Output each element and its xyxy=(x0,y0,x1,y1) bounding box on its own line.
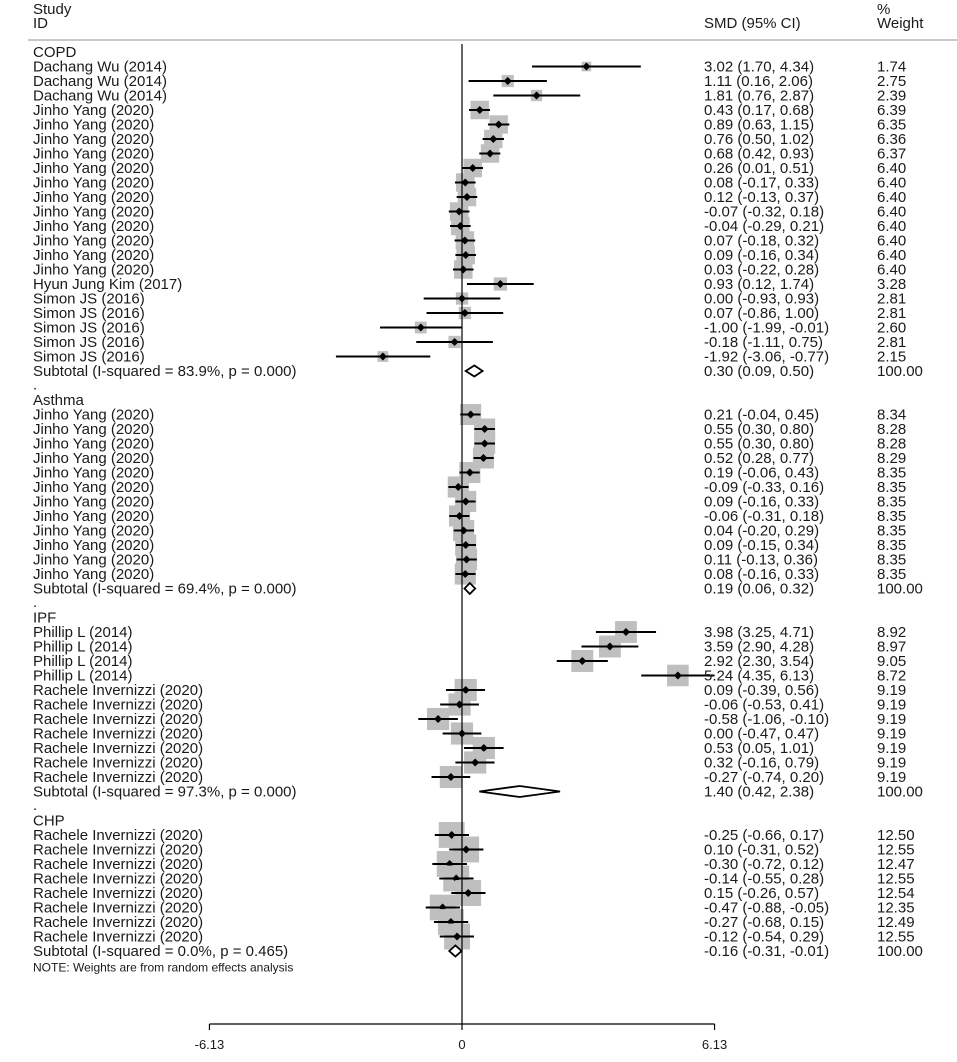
ci-text: 0.07 (-0.18, 0.32) xyxy=(704,232,820,250)
ci-text: 0.89 (0.63, 1.15) xyxy=(704,116,815,134)
weight-text: 8.35 xyxy=(877,479,907,496)
ci-text: 0.32 (-0.16, 0.79) xyxy=(704,754,820,772)
weight-text: 2.75 xyxy=(877,73,907,90)
ci-text: -0.18 (-1.11, 0.75) xyxy=(704,334,823,351)
subtotal-row xyxy=(33,363,923,380)
weight-text: 9.19 xyxy=(877,711,907,728)
weight-text: 6.40 xyxy=(877,218,907,235)
ci-text: -0.09 (-0.33, 0.16) xyxy=(704,479,825,496)
study-label: Rachele Invernizzi (2020) xyxy=(33,914,204,931)
weight-text: 2.81 xyxy=(877,290,907,308)
study-label: Dachang Wu (2014) xyxy=(33,58,167,76)
weight-text: 9.19 xyxy=(877,769,907,786)
weight-text: 8.28 xyxy=(877,421,907,438)
study-label: Jinho Yang (2020) xyxy=(33,435,155,453)
study-label: Jinho Yang (2020) xyxy=(33,261,155,279)
ci-text: 0.00 (-0.47, 0.47) xyxy=(704,725,820,743)
header-id: ID xyxy=(33,15,48,32)
ci-text: -0.47 (-0.88, -0.05) xyxy=(704,899,830,917)
study-label: Phillip L (2014) xyxy=(33,667,133,685)
study-label: Simon JS (2016) xyxy=(33,348,145,366)
group-label: COPD xyxy=(33,44,77,61)
weight-text: 12.35 xyxy=(877,899,915,917)
study-label: Jinho Yang (2020) xyxy=(33,203,155,221)
weight-text: 8.35 xyxy=(877,551,907,569)
header xyxy=(28,1,957,40)
subtotal-diamond xyxy=(466,366,483,377)
axis-tick-label: -6.13 xyxy=(194,1037,225,1052)
ci-text: 2.92 (2.30, 3.54) xyxy=(704,653,815,670)
ci-text: -0.12 (-0.54, 0.29) xyxy=(704,928,825,946)
note: NOTE: Weights are from random effects analysis xyxy=(33,960,294,975)
weight-text: 9.19 xyxy=(877,696,907,714)
weight-text: 8.35 xyxy=(877,493,907,511)
study-label: Rachele Invernizzi (2020) xyxy=(33,841,204,859)
weight-text: 3.28 xyxy=(877,276,907,293)
study-label: Rachele Invernizzi (2020) xyxy=(33,696,204,714)
subtotal-ci-text: 1.40 (0.42, 2.38) xyxy=(704,783,815,801)
ci-text: -0.27 (-0.74, 0.20) xyxy=(704,769,825,786)
ci-text: 0.53 (0.05, 1.01) xyxy=(704,740,815,757)
spacer-dot: . xyxy=(33,797,38,814)
study-label: Rachele Invernizzi (2020) xyxy=(33,899,204,917)
weight-text: 6.40 xyxy=(877,232,907,250)
study-label: Jinho Yang (2020) xyxy=(33,189,155,206)
study-label: Jinho Yang (2020) xyxy=(33,508,155,525)
ci-text: -0.25 (-0.66, 0.17) xyxy=(704,827,825,844)
ci-text: 0.00 (-0.93, 0.93) xyxy=(704,290,820,308)
ci-text: 0.26 (0.01, 0.51) xyxy=(704,160,815,177)
group-label: CHP xyxy=(33,812,65,830)
subtotal-weight-text: 100.00 xyxy=(877,363,923,380)
study-label: Jinho Yang (2020) xyxy=(33,537,155,554)
subtotal-diamond xyxy=(479,786,560,797)
weight-text: 8.35 xyxy=(877,537,907,554)
weight-text: 6.40 xyxy=(877,203,907,221)
study-label: Jinho Yang (2020) xyxy=(33,247,155,264)
weight-text: 6.40 xyxy=(877,160,907,177)
weight-text: 8.28 xyxy=(877,435,907,453)
study-label: Simon JS (2016) xyxy=(33,305,145,322)
ci-text: 0.52 (0.28, 0.77) xyxy=(704,450,815,467)
subtotal-ci-text: 0.30 (0.09, 0.50) xyxy=(704,363,815,380)
study-label: Jinho Yang (2020) xyxy=(33,160,155,177)
study-label: Rachele Invernizzi (2020) xyxy=(33,827,204,844)
ci-text: 0.12 (-0.13, 0.37) xyxy=(704,189,820,206)
ci-text: 0.19 (-0.06, 0.43) xyxy=(704,464,820,482)
ci-text: 0.21 (-0.04, 0.45) xyxy=(704,406,820,424)
ci-text: -0.06 (-0.31, 0.18) xyxy=(704,508,825,525)
study-label: Phillip L (2014) xyxy=(33,624,133,641)
ci-text: 0.07 (-0.86, 1.00) xyxy=(704,305,820,322)
subtotal-ci-text: 0.19 (0.06, 0.32) xyxy=(704,580,815,598)
weight-text: 1.74 xyxy=(877,58,907,76)
weight-text: 6.39 xyxy=(877,102,907,119)
study-label: Jinho Yang (2020) xyxy=(33,551,155,569)
header-smd: SMD (95% CI) xyxy=(704,15,801,32)
study-label: Rachele Invernizzi (2020) xyxy=(33,928,204,946)
header-percent: % xyxy=(877,1,891,18)
ci-text: 1.81 (0.76, 2.87) xyxy=(704,87,815,105)
spacer-dot: . xyxy=(33,376,38,394)
ci-text: 3.98 (3.25, 4.71) xyxy=(704,624,815,641)
weight-text: 12.49 xyxy=(877,914,915,931)
header-weight: Weight xyxy=(877,15,924,32)
weight-text: 12.55 xyxy=(877,870,915,888)
axis-tick-label: 0 xyxy=(458,1037,466,1052)
study-label: Jinho Yang (2020) xyxy=(33,493,155,511)
weight-text: 8.34 xyxy=(877,406,907,424)
weight-text: 8.35 xyxy=(877,464,907,482)
group-label: Asthma xyxy=(33,392,84,409)
weight-text: 6.40 xyxy=(877,189,907,206)
subtotal-row xyxy=(33,943,923,960)
study-label: Rachele Invernizzi (2020) xyxy=(33,856,204,873)
subtotal-row xyxy=(33,581,923,598)
ci-text: 0.08 (-0.17, 0.33) xyxy=(704,174,820,192)
ci-text: 0.55 (0.30, 0.80) xyxy=(704,435,815,453)
ci-text: 0.76 (0.50, 1.02) xyxy=(704,131,815,148)
ci-text: -0.14 (-0.55, 0.28) xyxy=(704,870,825,888)
weight-text: 2.15 xyxy=(877,348,907,366)
group-label: IPF xyxy=(33,609,57,627)
weight-text: 8.97 xyxy=(877,638,907,656)
subtotal-weight-text: 100.00 xyxy=(877,580,923,598)
study-label: Jinho Yang (2020) xyxy=(33,450,155,467)
weight-text: 6.37 xyxy=(877,145,907,163)
ci-text: 0.09 (-0.16, 0.34) xyxy=(704,247,820,264)
study-label: Dachang Wu (2014) xyxy=(33,73,167,90)
weight-text: 9.19 xyxy=(877,682,907,699)
weight-text: 2.60 xyxy=(877,319,907,337)
subtotal-label: Subtotal (I-squared = 0.0%, p = 0.465) xyxy=(33,943,289,960)
ci-text: 0.11 (-0.13, 0.36) xyxy=(704,551,818,569)
ci-text: 0.68 (0.42, 0.93) xyxy=(704,145,815,163)
weight-text: 12.50 xyxy=(877,827,915,844)
ci-text: 0.03 (-0.22, 0.28) xyxy=(704,261,820,279)
subtotal-label: Subtotal (I-squared = 69.4%, p = 0.000) xyxy=(33,580,297,598)
ci-text: -0.06 (-0.53, 0.41) xyxy=(704,696,825,714)
ci-text: 0.09 (-0.39, 0.56) xyxy=(704,682,820,699)
weight-text: 12.47 xyxy=(877,856,915,873)
weight-text: 9.19 xyxy=(877,725,907,743)
ci-text: -0.58 (-1.06, -0.10) xyxy=(704,711,830,728)
spacer-dot: . xyxy=(33,594,38,611)
subtotal-weight-text: 100.00 xyxy=(877,943,923,960)
ci-text: 0.15 (-0.26, 0.57) xyxy=(704,885,820,902)
weight-text: 6.40 xyxy=(877,247,907,264)
study-label: Simon JS (2016) xyxy=(33,319,145,337)
weight-text: 6.40 xyxy=(877,174,907,192)
header-study: Study xyxy=(33,1,72,18)
study-label: Jinho Yang (2020) xyxy=(33,479,155,496)
study-label: Rachele Invernizzi (2020) xyxy=(33,870,204,888)
study-label: Jinho Yang (2020) xyxy=(33,116,155,134)
weight-text: 2.81 xyxy=(877,305,907,322)
study-label: Rachele Invernizzi (2020) xyxy=(33,740,204,757)
weight-text: 9.19 xyxy=(877,754,907,772)
study-label: Jinho Yang (2020) xyxy=(33,522,155,540)
study-label: Dachang Wu (2014) xyxy=(33,87,167,105)
weight-text: 8.35 xyxy=(877,508,907,525)
ci-text: 3.59 (2.90, 4.28) xyxy=(704,638,815,656)
subtotal-ci-text: -0.16 (-0.31, -0.01) xyxy=(704,943,830,960)
weight-text: 12.54 xyxy=(877,885,915,902)
study-label: Rachele Invernizzi (2020) xyxy=(33,754,204,772)
weight-text: 8.35 xyxy=(877,522,907,540)
subtotal-label: Subtotal (I-squared = 97.3%, p = 0.000) xyxy=(33,783,297,801)
ci-text: 0.08 (-0.16, 0.33) xyxy=(704,566,820,583)
ci-text: -0.30 (-0.72, 0.12) xyxy=(704,856,825,873)
study-label: Jinho Yang (2020) xyxy=(33,421,155,438)
ci-text: 0.04 (-0.20, 0.29) xyxy=(704,522,820,540)
ci-text: 5.24 (4.35, 6.13) xyxy=(704,667,815,685)
weight-text: 12.55 xyxy=(877,928,915,946)
weight-text: 2.81 xyxy=(877,334,907,351)
study-label: Phillip L (2014) xyxy=(33,653,133,670)
study-label: Jinho Yang (2020) xyxy=(33,131,155,148)
ci-text: -0.07 (-0.32, 0.18) xyxy=(704,203,825,221)
study-label: Jinho Yang (2020) xyxy=(33,406,155,424)
weight-text: 6.35 xyxy=(877,116,907,134)
weight-text: 12.55 xyxy=(877,841,915,859)
weight-text: 6.36 xyxy=(877,131,907,148)
ci-text: 0.43 (0.17, 0.68) xyxy=(704,102,815,119)
weight-text: 2.39 xyxy=(877,87,907,105)
study-label: Rachele Invernizzi (2020) xyxy=(33,769,204,786)
study-label: Hyun Jung Kim (2017) xyxy=(33,276,183,293)
ci-text: 0.93 (0.12, 1.74) xyxy=(704,276,815,293)
study-label: Simon JS (2016) xyxy=(33,334,145,351)
weight-text: 9.05 xyxy=(877,653,907,670)
study-label: Rachele Invernizzi (2020) xyxy=(33,682,204,699)
study-label: Jinho Yang (2020) xyxy=(33,218,155,235)
study-label: Jinho Yang (2020) xyxy=(33,102,155,119)
weight-text: 6.40 xyxy=(877,261,907,279)
study-label: Jinho Yang (2020) xyxy=(33,145,155,163)
subtotal-weight-text: 100.00 xyxy=(877,783,923,801)
ci-text: -1.92 (-3.06, -0.77) xyxy=(704,348,830,366)
ci-text: 3.02 (1.70, 4.34) xyxy=(704,58,815,76)
rows xyxy=(33,44,923,975)
weight-text: 8.92 xyxy=(877,624,907,641)
ci-text: 0.55 (0.30, 0.80) xyxy=(704,421,815,438)
ci-text: 0.10 (-0.31, 0.52) xyxy=(704,841,820,859)
ci-text: -0.04 (-0.29, 0.21) xyxy=(704,218,825,235)
study-label: Phillip L (2014) xyxy=(33,638,133,656)
study-label: Jinho Yang (2020) xyxy=(33,232,155,250)
study-label: Jinho Yang (2020) xyxy=(33,174,155,192)
weight-text: 8.35 xyxy=(877,566,907,583)
subtotal-row xyxy=(33,784,923,801)
study-label: Jinho Yang (2020) xyxy=(33,464,155,482)
weight-text: 8.29 xyxy=(877,450,907,467)
subtotal-label: Subtotal (I-squared = 83.9%, p = 0.000) xyxy=(33,363,297,380)
weight-text: 8.72 xyxy=(877,667,907,685)
weight-text: 9.19 xyxy=(877,740,907,757)
ci-text: 0.09 (-0.15, 0.34) xyxy=(704,537,820,554)
study-label: Simon JS (2016) xyxy=(33,290,145,308)
ci-text: -1.00 (-1.99, -0.01) xyxy=(704,319,830,337)
subtotal-diamond xyxy=(464,583,475,594)
axis-tick-label: 6.13 xyxy=(701,1037,728,1052)
study-label: Rachele Invernizzi (2020) xyxy=(33,885,204,902)
study-label: Rachele Invernizzi (2020) xyxy=(33,725,204,743)
ci-text: 1.11 (0.16, 2.06) xyxy=(704,73,813,90)
ci-text: -0.27 (-0.68, 0.15) xyxy=(704,914,825,931)
ci-text: 0.09 (-0.16, 0.33) xyxy=(704,493,820,511)
study-label: Rachele Invernizzi (2020) xyxy=(33,711,204,728)
study-label: Jinho Yang (2020) xyxy=(33,566,155,583)
